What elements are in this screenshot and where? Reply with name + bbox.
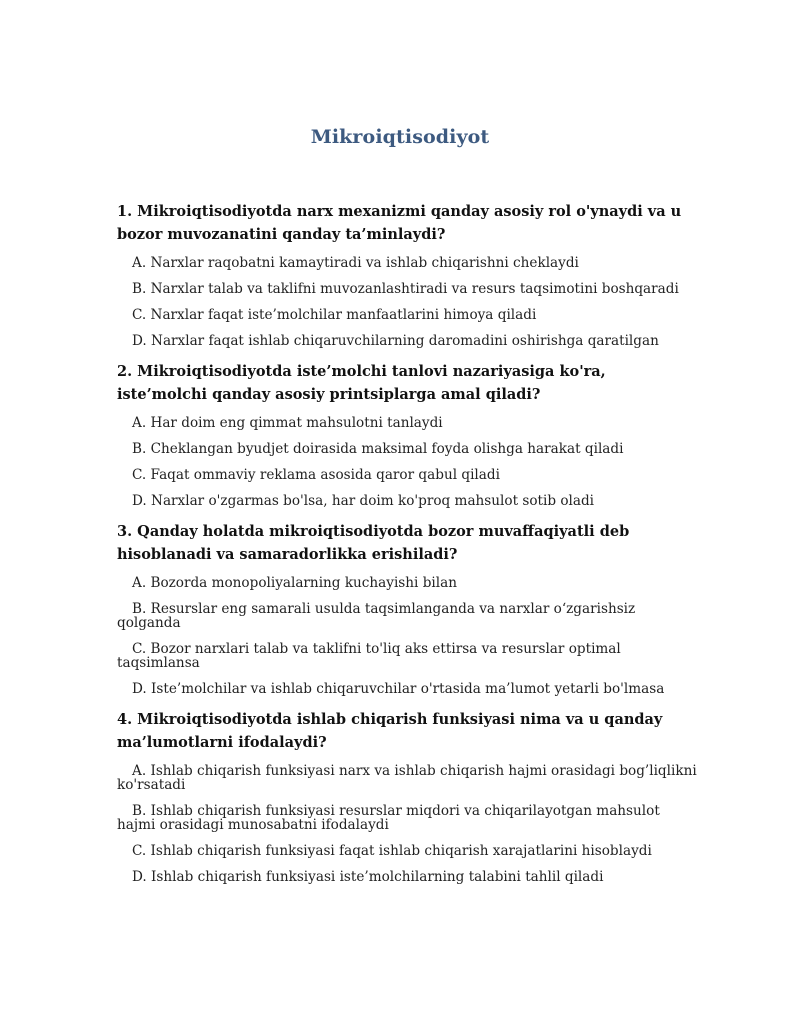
- option-d: D. Ishlab chiqarish funksiyasi iste’molchilarning talabini tahlil qiladi: [132, 869, 604, 885]
- option-a: A. Ishlab chiqarish funksiyasi narx va ishlab chiqarish hajmi orasidagi bog’liqlikni ko'rsatadi: [117, 763, 697, 793]
- option-b: B. Narxlar talab va taklifni muvozanlashtiradi va resurs taqsimotini boshqaradi: [132, 281, 679, 297]
- option-a: A. Narxlar raqobatni kamaytiradi va ishlab chiqarishni cheklaydi: [132, 255, 579, 271]
- option-d: D. Narxlar o'zgarmas bo'lsa, har doim ko'proq mahsulot sotib oladi: [132, 493, 595, 509]
- question-list: [117, 200, 697, 896]
- option-b: B. Resurslar eng samarali usulda taqsimlanganda va narxlar o‘zgarishsiz qolganda: [117, 601, 636, 631]
- option-c: C. Narxlar faqat iste’molchilar manfaatlarini himoya qiladi: [132, 307, 537, 323]
- question-text: 3. Qanday holatda mikroiqtisodiyotda bozor muvaffaqiyatli deb hisoblanadi va samaradorlikka erishiladi?: [117, 523, 630, 563]
- question-4: [117, 708, 697, 884]
- option-c: C. Ishlab chiqarish funksiyasi faqat ishlab chiqarish xarajatlarini hisoblaydi: [132, 843, 652, 859]
- option-c: C. Bozor narxlari talab va taklifni to'liq aks ettirsa va resurslar optimal taqsimlansa: [117, 641, 621, 671]
- question-text: 4. Mikroiqtisodiyotda ishlab chiqarish funksiyasi nima va u qanday ma’lumotlarni ifodalaydi?: [117, 711, 663, 751]
- question-2: [117, 360, 697, 508]
- option-a: A. Bozorda monopoliyalarning kuchayishi bilan: [132, 575, 457, 591]
- option-d: D. Narxlar faqat ishlab chiqaruvchilarning daromadini oshirishga qaratilgan: [132, 333, 659, 349]
- option-b: B. Ishlab chiqarish funksiyasi resurslar miqdori va chiqarilayotgan mahsulot hajmi orasidagi munosabatni ifodalaydi: [117, 803, 660, 833]
- question-1: [117, 200, 697, 348]
- option-d: D. Iste’molchilar va ishlab chiqaruvchilar o'rtasida ma’lumot yetarli bo'lmasa: [132, 681, 665, 697]
- document-title: Mikroiqtisodiyot: [310, 126, 490, 148]
- question-3: [117, 520, 697, 696]
- option-b: B. Cheklangan byudjet doirasida maksimal foyda olishga harakat qiladi: [132, 441, 624, 457]
- option-a: A. Har doim eng qimmat mahsulotni tanlaydi: [132, 415, 443, 431]
- question-text: 2. Mikroiqtisodiyotda iste’molchi tanlovi nazariyasiga ko'ra, iste’molchi qanday asosiy printsiplarga amal qiladi?: [117, 363, 606, 403]
- option-c: C. Faqat ommaviy reklama asosida qaror qabul qiladi: [132, 467, 500, 483]
- question-text: 1. Mikroiqtisodiyotda narx mexanizmi qanday asosiy rol o'ynaydi va u bozor muvozanatini qanday ta’minlaydi?: [117, 203, 682, 243]
